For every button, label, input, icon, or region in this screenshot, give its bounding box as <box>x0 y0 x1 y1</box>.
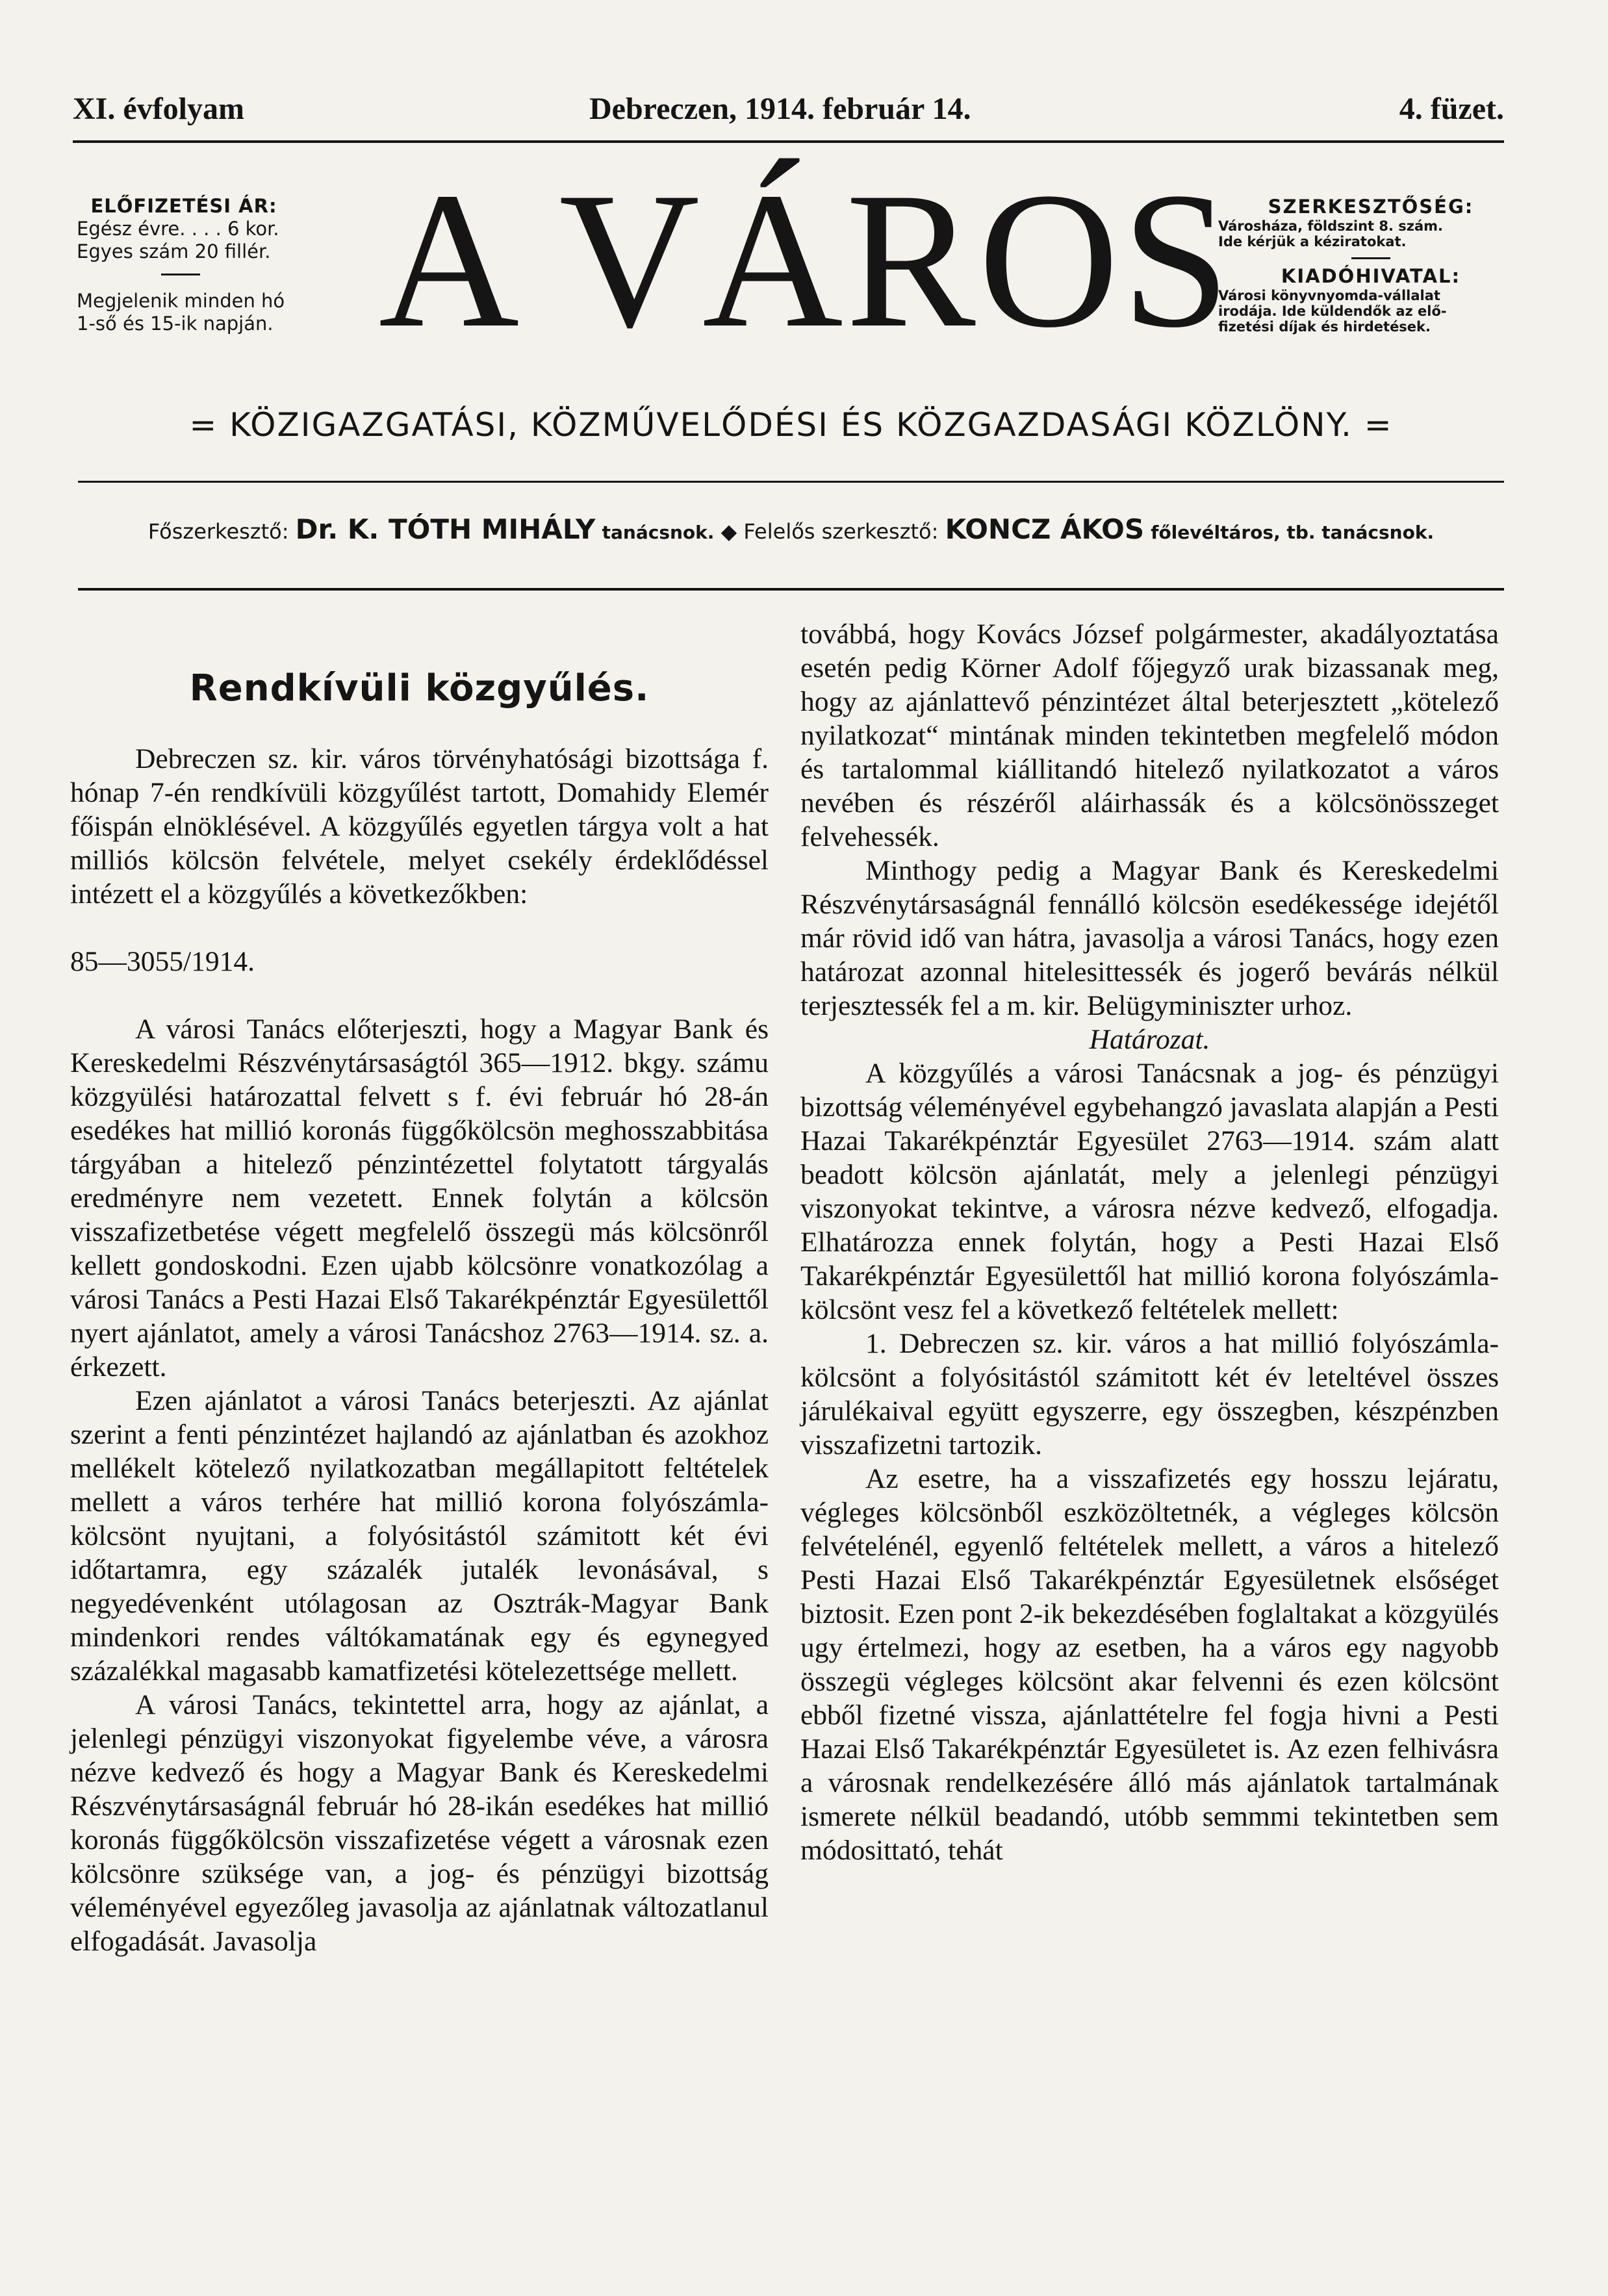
paragraph: A közgyűlés a városi Tanácsnak a jog- és pénzügyi bizottság véleményével egybehangzó javaslata alapján a Pesti Hazai Takarékpénztár Egyesület 2763—1914. szám alatt beadott kölcsön ajánlatát, mely a jelenlegi pénzügyi viszonyokat tekintve, a városra nézve kedvező, elfogadja. Elhatározza ennek folytán, hogy a Pesti Hazai Első Takarékpénztár Egyesülettől hat millió korona folyószámla-kölcsönt vesz fel a következő feltételek mellett: <box>800 1058 1499 1325</box>
divider <box>161 274 200 275</box>
paragraph: Minthogy pedig a Magyar Bank és Kereskedelmi Részvénytársaságnál fennálló kölcsön esedékessége idejétől már rövid idő van hátra, javasolja a városi Tanács, hogy ezen határozat azonnal hitelesittessék és jogerő bevárás nélkül terjesztessék fel a m. kir. Belügyminiszter urhoz. <box>800 855 1499 1021</box>
place-date: Debreczen, 1914. február 14. <box>589 92 971 126</box>
resolution-heading: Határozat. <box>1089 1024 1210 1055</box>
subscription-box <box>77 195 382 335</box>
subtitle: = KÖZIGAZGATÁSI, KÖZMŰVELŐDÉSI ÉS KÖZGAZDASÁGI KÖZLÖNY. = <box>189 406 1393 444</box>
office-line: Városi könyvnyomda-vállalat <box>1218 288 1440 303</box>
resolution-number: 85—3055/1914. <box>70 946 255 977</box>
editors-rule <box>78 588 1504 591</box>
responsible-editor-label: Felelős szerkesztő: <box>743 519 939 544</box>
paragraph: továbbá, hogy Kovács József polgármester, akadályoztatása esetén pedig Körner Adolf főjegyző urak bizassanak meg, hogy az ajánlattevő pénzintézet által beterjesztett „kötelező nyilatkozat“ mintának minden tekintetben megfelelő módon és tartalommal kiállitandó hitelező nyilatkozatot a város nevében és részéről aláirhassák és a kölcsönösszeget felvehessék. <box>800 619 1499 852</box>
office-box <box>1218 195 1524 335</box>
diamond-separator-icon: ◆ <box>721 519 737 544</box>
divider <box>1351 257 1390 259</box>
office-line: fizetési díjak és hirdetések. <box>1218 319 1431 335</box>
office-line: Ide kérjük a kéziratokat. <box>1218 234 1407 249</box>
publisher-office-heading: KIADÓHIVATAL: <box>1281 265 1461 287</box>
subscription-heading: ELŐFIZETÉSI ÁR: <box>90 195 277 217</box>
responsible-editor-name: KONCZ ÁKOS <box>945 513 1145 545</box>
paragraph: 1. Debreczen sz. kir. város a hat millió folyószámla-kölcsönt a folyósitástól számitott két év leteltével összes járulékaival együtt egyszerre, egy összegben, készpénzben visszafizetni tartozik. <box>800 1328 1499 1461</box>
subscription-line: Megjelenik minden hó <box>77 290 285 312</box>
issue-line <box>73 91 1504 134</box>
volume-label: XI. évfolyam <box>73 92 244 126</box>
subscription-line: Egyes szám 20 fillér. <box>77 240 271 262</box>
issue-number: 4. füzet. <box>1399 92 1504 126</box>
paragraph: Ezen ajánlatot a városi Tanács beterjeszti. Az ajánlat szerint a fenti pénzintézet hajlandó az ajánlatban és azokhoz mellékelt kötelező nyilatkozatban megállapitott feltételek mellett a város terhére hat millió korona folyószámla-kölcsönt nyujtani, a folyósitástól számitott két évi időtartamra, egy százalék jutalék levonásával, s negyedévenként utólagosan az Osztrák-Magyar Bank mindenkori rendes váltókamatának egy és egynegyed százalékkal magasabb kamatfizetési kötelezettsége mellett. <box>70 1385 769 1687</box>
paragraph: A városi Tanács előterjeszti, hogy a Magyar Bank és Kereskedelmi Részvénytársaságtól 365—1912. bkgy. számu közgyülési határozattal felvett s f. évi február hó 28-án esedékes hat millió koronás függőkölcsön meghosszabbitása tárgyában a hitelező pénzintézettel folytatott tárgyalás eredményre nem vezetett. Ennek folytán a kölcsön visszafizetbetése végett megfelelő összegü más kölcsönről kellett gondoskodni. Ezen ujabb kölcsönre vonatkozólag a városi Tanács a Pesti Hazai Első Takarékpénztár Egyesülettől nyert ajánlatot, amely a városi Tanácshoz 2763—1914. sz. a. érkezett. <box>70 1014 769 1383</box>
left-column <box>70 617 769 1958</box>
subscription-line: Egész évre. . . . 6 kor. <box>77 218 279 240</box>
chief-editor-label: Főszerkesztő: <box>147 519 289 544</box>
editorial-office-heading: SZERKESZTŐSÉG: <box>1268 196 1474 218</box>
responsible-editor-title: főlevéltáros, tb. tanácsnok. <box>1151 522 1435 543</box>
office-line: irodája. Ide küldendők az elő- <box>1218 303 1447 319</box>
right-column <box>800 617 1499 1867</box>
chief-editor-title: tanácsnok. <box>602 522 715 543</box>
chief-editor-name: Dr. K. TÓTH MIHÁLY <box>295 513 596 545</box>
top-rule <box>73 140 1504 143</box>
paragraph: Az esetre, ha a visszafizetés egy hosszu lejáratu, végleges kölcsönből eszközöltetnék, a végleges kölcsön felvételénél, egyenlő feltételek mellett, a város a hitelező Pesti Hazai Első Takarékpénztár Egyesületnek elsőséget biztosit. Ezen pont 2-ik bekezdésében foglaltakat a közgyülés ugy értelmezi, hogy az esetben, ha a város egy nagyobb összegü végleges kölcsönt akar felvenni és ezen kölcsönt ebből fizetné vissza, ajánlattételre fel fogja hivni a Pesti Hazai Első Takarékpénztár Egyesületet is. Az ezen felhivásra a városnak rendelkezésére álló más ajánlatok tartalmának ismerete nélkül beadandó, utóbb semmmi tekintetben sem módosittató, tehát <box>800 1463 1499 1866</box>
paragraph: Debreczen sz. kir. város törvényhatósági bizottsága f. hónap 7-én rendkívüli közgyűlést tartott, Domahidy Elemér főispán elnöklésével. A közgyűlés egyetlen tárgya volt a hat milliós kölcsön felvétele, melyet csekély érdeklődéssel intézett el a közgyűlés a következőkben: <box>70 743 769 910</box>
subscription-line: 1-ső és 15-ik napján. <box>77 313 274 335</box>
subtitle-rule <box>78 481 1504 483</box>
editors-line <box>78 513 1504 552</box>
article-title: Rendkívüli közgyűlés. <box>189 667 650 709</box>
paragraph: A városi Tanács, tekintettel arra, hogy az ajánlat, a jelenlegi pénzügyi viszonyokat figyelembe véve, a városra nézve kedvező és hogy a Magyar Bank és Kereskedelmi Részvénytársaságnál február hó 28-ikán esedékes hat millió koronás függőkölcsön visszafizetése végett a városnak ezen kölcsönre szüksége van, a jog- és pénzügyi bizottság véleményével egyezőleg javasolja az ajánlatnak változatlanul elfogadását. Javasolja <box>70 1689 769 1957</box>
office-line: Városháza, földszint 8. szám. <box>1218 218 1444 234</box>
masthead-title: A VÁROS <box>378 152 1233 368</box>
